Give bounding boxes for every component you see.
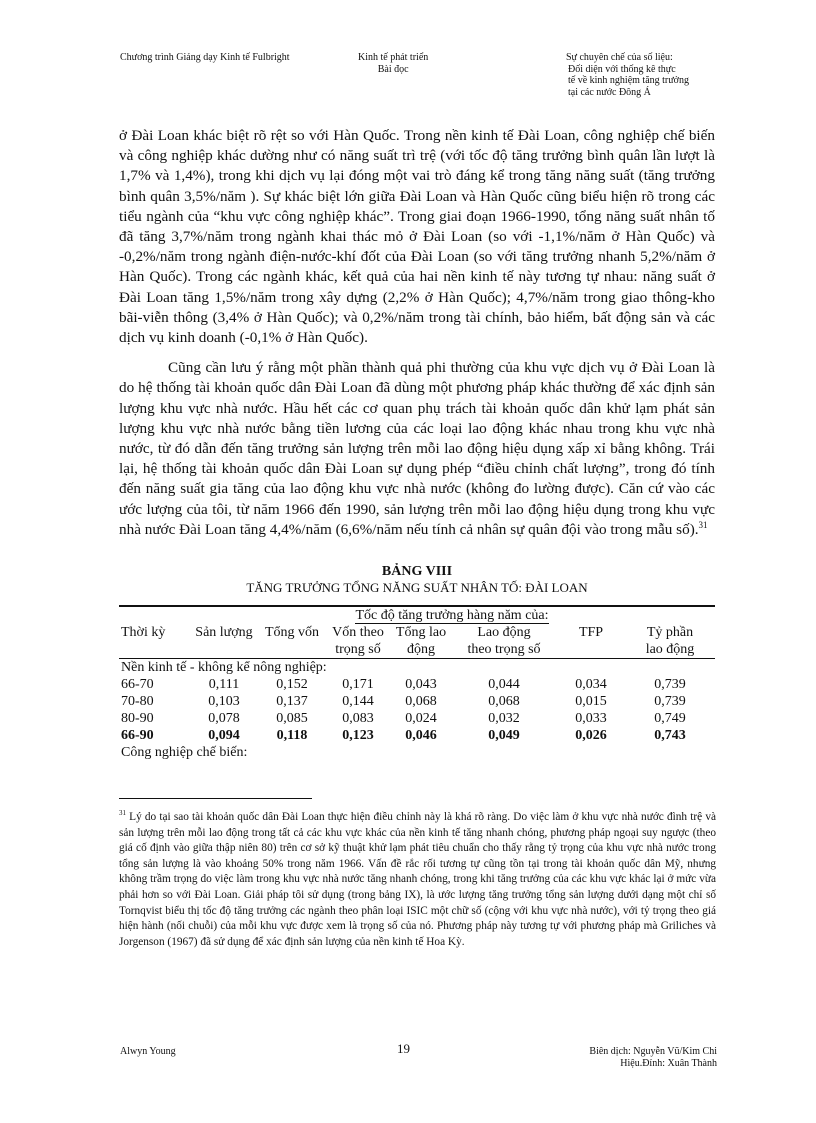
column-header: Lao động [477, 625, 531, 640]
table-cell: 0,026 [575, 728, 607, 743]
column-header: Vốn theo [332, 625, 384, 640]
table-cell: 0,103 [208, 694, 240, 709]
table-cell: 0,034 [575, 677, 607, 692]
table-cell: 0,094 [208, 728, 240, 743]
table-row [119, 710, 715, 727]
table-cell: 0,111 [208, 677, 240, 692]
footer-translator: Biên dịch: Nguyễn Vũ/Kim Chi [589, 1046, 717, 1057]
table-cell: 70-80 [121, 694, 154, 709]
column-header-line2: theo trọng số [467, 642, 541, 657]
column-header-line2: động [407, 642, 435, 657]
table-cell: 0,032 [488, 711, 520, 726]
table-cell: 0,068 [488, 694, 520, 709]
table-span-header-text: Tốc độ tăng trưởng hàng năm của: [355, 608, 549, 623]
footer-author: Alwyn Young [120, 1046, 176, 1057]
header-right [566, 52, 716, 98]
table-cell: 0,078 [208, 711, 240, 726]
header-middle [358, 52, 428, 75]
tfp-table [119, 605, 715, 761]
column-header-line2 [189, 641, 259, 659]
table-cell: 0,171 [342, 677, 374, 692]
column-header-line2 [119, 641, 189, 659]
table-cell: 0,743 [654, 728, 686, 743]
table-span-header [189, 606, 715, 624]
column-header: TFP [578, 625, 604, 640]
table-title: BẢNG VIII [381, 564, 453, 579]
table-header-row-2 [119, 641, 715, 659]
column-header-line2 [259, 641, 325, 659]
column-header-line2 [557, 641, 625, 659]
table-cell: 66-90 [121, 728, 154, 743]
column-header: Tổng vốn [264, 625, 320, 640]
paragraph-2-text: Cũng cần lưu ý rằng một phần thành quả phi thường của khu vực dịch vụ ở Đài Loan là do hệ thống tài khoản quốc dân Đài Loan đã dùng một phương pháp khác thường để xác định sản lượng khu vực nhà nước. Hầu hết các cơ quan phụ trách tài khoản quốc dân khử lạm phát sản lượng khu vực nhà nước bằng tiền lương của các loại lao động khác nhau trong khu vực nhà nước, từ đó dẫn đến tăng trưởng sản lượng trên mỗi lao động hiệu dụng xấp xỉ bằng không. Trái lại, hệ thống tài khoản quốc dân Đài Loan sự dụng phép “điều chỉnh chất lượng”, trong đó tính đến năng suất gia tăng của lao động khu vực nhà nước (không đo lường được). Căn cứ vào các ước lượng của tôi, từ năm 1966 đến 1990, sản lượng trên mỗi lao động hiệu dụng trong khu vực nhà nước Đài Loan tăng 4,4%/năm (6,6%/năm nếu tính cả nhân sự quân đội vào trong mẫu số). [119, 359, 715, 538]
table-cell: 0,068 [405, 694, 437, 709]
table-cell: 0,049 [488, 728, 520, 743]
table-cell: 0,123 [342, 728, 374, 743]
table-heading [119, 564, 715, 596]
table-cell: 0,046 [405, 728, 437, 743]
table-cell: 0,739 [654, 677, 686, 692]
header-mid-line1: Kinh tế phát triển [358, 52, 429, 63]
header-mid-line2: Bài đọc [377, 63, 409, 75]
column-header: Tổng lao [395, 625, 447, 640]
section-label-economy: Nền kinh tế - không kể nông nghiệp: [121, 660, 327, 675]
footnote [119, 810, 716, 950]
table-cell: 0,024 [405, 711, 437, 726]
header-right-line2: Đối diện với thống kê thực [568, 63, 676, 75]
table-cell: 0,749 [654, 711, 686, 726]
page-number: 19 [397, 1041, 410, 1056]
table-cell: 0,085 [276, 711, 308, 726]
table-cell: 66-70 [121, 677, 154, 692]
table-cell: 0,033 [575, 711, 607, 726]
header-left: Chương trình Giảng dạy Kinh tế Fulbright [120, 52, 290, 63]
footnote-text: Lý do tại sao tài khoản quốc dân Đài Loan thực hiện điều chỉnh này là khá rõ ràng. Do việc làm ở khu vực nhà nước đình trệ và sản lượng trên mỗi lao động trong tất cả các khu vực khác của nền kinh tế tăng nhanh chóng, phương pháp ngoại suy ngược (theo giá cố định vào giữa thập niên 80) trên cơ sở kỹ thuật khử lạm phát tiêu chuẩn cho thấy rằng tỷ trọng của khu vực nhà nước trong tổng sản lượng là vào khoảng 50% trong năm 1966. Vấn đề rắc rối tương tự cũng tồn tại trong tài khoản quốc dân Mỹ, nhưng không trầm trọng do việc làm trong khu vực nhà nước tăng nhanh chóng, trong khi tăng trưởng của các khu vực khác lại ở mức vừa phải hơn so với Đài Loan. Giải pháp tôi sử dụng (trong bảng IX), là ước lượng tăng trưởng tổng sản lượng dưới dạng một chỉ số Tornqvist biểu thị tốc độ tăng trưởng các ngành theo phân loại ISIC một chữ số (cộng với khu vực nhà nước), với tỷ trọng theo giá hiện hành (nối chuỗi) của mỗi khu vực được xem là trọng số của nó. Phương pháp này tương tự với phương pháp mà Griliches và Jorgenson (1967) đã sử dụng để xác định sản lượng của nền kinh tế Hoa Kỳ. [119, 811, 716, 948]
footnote-divider [119, 798, 312, 799]
table-header-row-1 [119, 624, 715, 641]
table-cell: 80-90 [121, 711, 154, 726]
table-row-total [119, 727, 715, 744]
column-header: Sản lượng [195, 625, 253, 640]
table-cell: 0,118 [276, 728, 308, 743]
table-section-row [119, 659, 715, 677]
paragraph-1: ở Đài Loan khác biệt rõ rệt so với Hàn Quốc. Trong nền kinh tế Đài Loan, công nghiệp chế biến và công nghiệp khác dường như có năng suất trì trệ (với tốc độ tăng trưởng bình quân lần lượt là 1,7% và 1,4%), trong khi dịch vụ lại đóng một vai trò đáng kể trong tăng năng suất (tăng trưởng bình quân 3,5%/năm ). Sự khác biệt lớn giữa Đài Loan và Hàn Quốc cũng biểu hiện rõ trong các tiểu ngành của “khu vực công nghiệp khác”. Trong giai đoạn 1966-1990, tổng năng suất nhân tố đã tăng 3,7%/năm trong ngành khai thác mỏ ở Đài Loan (so với -1,1%/năm ở Hàn Quốc) và -0,2%/năm trong ngành điện-nước-khí đốt của Đài Loan (so với tăng trưởng nhanh 5,2%/năm ở Hàn Quốc). Trong các ngành khác, kết quả của hai nền kinh tế này tương tự nhau: năng suất ở Đài Loan tăng 1,5%/năm trong xây dựng (2,2% ở Hàn Quốc); 4,7%/năm trong giao thông-kho bãi-viễn thông (3,4% ở Hàn Quốc); và 0,2%/năm trong tài chính, bảo hiểm, bất động sản và các dịch vụ kinh doanh (-0,1% ở Hàn Quốc). [119, 127, 715, 347]
table-section-row [119, 744, 715, 761]
footnote-reference[interactable]: 31 [698, 519, 708, 530]
section-label-manufacturing: Công nghiệp chế biến: [121, 745, 248, 760]
table-cell: 0,152 [276, 677, 308, 692]
footer-credits [560, 1046, 717, 1069]
column-header-line2: trọng số [335, 642, 381, 657]
table-subtitle: TĂNG TRƯỞNG TỔNG NĂNG SUẤT NHÂN TỐ: ĐÀI LOAN [246, 580, 588, 595]
table-cell: 0,015 [575, 694, 607, 709]
header-right-line3: tế về kinh nghiệm tăng trưởng [568, 75, 689, 86]
table-cell: 0,043 [405, 677, 437, 692]
table-cell: 0,044 [488, 677, 520, 692]
body-text [119, 126, 715, 550]
table-cell: 0,144 [342, 694, 374, 709]
table-cell: 0,137 [276, 694, 308, 709]
column-header-line2: lao động [645, 642, 695, 657]
footer-editor: Hiệu.Đính: Xuân Thành [620, 1057, 717, 1069]
paragraph-2 [119, 358, 715, 540]
header-right-line4: tại các nước Đông Á [568, 86, 651, 98]
column-header: Thời kỳ [121, 625, 166, 640]
table-header-blank [119, 606, 189, 624]
table-row [119, 693, 715, 710]
table-cell: 0,739 [654, 694, 686, 709]
footnote-number: 31 [119, 809, 126, 818]
table-row [119, 676, 715, 693]
column-header: Tỷ phần [646, 625, 694, 640]
table-cell: 0,083 [342, 711, 374, 726]
header-right-line1: Sự chuyên chế của số liệu: [566, 52, 673, 63]
